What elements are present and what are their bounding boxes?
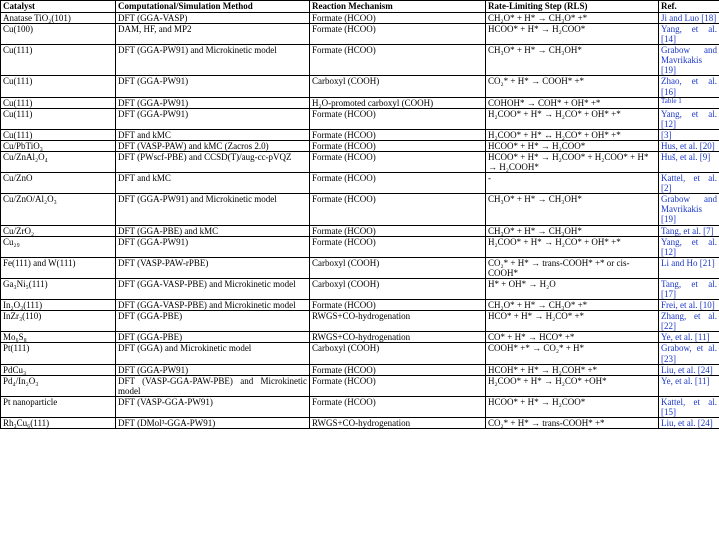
cell-catalyst: Cu(111) (1, 76, 116, 97)
cell-catalyst: Rh₃Cu₆(111) (1, 417, 116, 428)
cell-ref[interactable]: Zhao, et al. [16] (659, 76, 719, 97)
cell-rls: HCOO* + H* → H₂COO* (486, 140, 659, 151)
cell-catalyst: Cu/ZrO₂ (1, 225, 116, 236)
cell-mechanism: RWGS+CO-hydrogenation (310, 332, 486, 343)
cell-ref[interactable]: Grabow and Mavrikakis [19] (659, 194, 719, 225)
cell-catalyst: Cu/PbTiO₃ (1, 140, 116, 151)
cell-method: DFT (PWscf-PBE) and CCSD(T)/aug-cc-pVQZ (116, 152, 310, 173)
cell-mechanism: Formate (HCOO) (310, 173, 486, 194)
cell-mechanism: Formate (HCOO) (310, 13, 486, 24)
cell-method: DFT (VASP-PAW) and kMC (Zacros 2.0) (116, 140, 310, 151)
cell-mechanism: Carboxyl (COOH) (310, 257, 486, 278)
cell-method: DFT and kMC (116, 129, 310, 140)
table-row (1, 332, 719, 343)
table-row (1, 45, 719, 76)
cell-mechanism: Formate (HCOO) (310, 225, 486, 236)
cell-rls: CO₂* + H* → trans-COOH* +* (486, 417, 659, 428)
cell-catalyst: Mo₆S₈ (1, 332, 116, 343)
cell-ref[interactable]: Ye, et al. [11] (659, 375, 719, 396)
cell-rls: CO₂* + H* → trans-COOH* +* or cis-COOH* (486, 257, 659, 278)
cell-catalyst: Cu₂₉ (1, 236, 116, 257)
table-row (1, 13, 719, 24)
cell-catalyst: Pd₄/In₂O₃ (1, 375, 116, 396)
cell-ref[interactable]: Grabow, et al. [23] (659, 343, 719, 364)
cell-ref[interactable]: Li and Ho [21] (659, 257, 719, 278)
cell-mechanism: Formate (HCOO) (310, 129, 486, 140)
cell-mechanism: Formate (HCOO) (310, 152, 486, 173)
table-row (1, 278, 719, 299)
cell-method: DFT (GGA-PW91) (116, 364, 310, 375)
cell-method: DFT (GGA-PW91) (116, 108, 310, 129)
header-catalyst: Catalyst (1, 1, 116, 13)
cell-mechanism: Carboxyl (COOH) (310, 76, 486, 97)
cell-mechanism: Formate (HCOO) (310, 236, 486, 257)
cell-ref[interactable]: Kattel, et al. [2] (659, 173, 719, 194)
table-row (1, 194, 719, 225)
cell-ref[interactable]: Liu, et al. [24] (659, 417, 719, 428)
cell-rls: CO₂* + H* → COOH* +* (486, 76, 659, 97)
cell-rls: COHOH* → COH* + OH* +* (486, 97, 659, 108)
cell-rls: HCO* + H* → H₂CO* +* (486, 311, 659, 332)
header-row (1, 1, 719, 13)
cell-rls: H₂COO* + H* → H₂CO* + OH* +* (486, 236, 659, 257)
cell-method: DFT (GGA-VASP) (116, 13, 310, 24)
cell-catalyst: Cu/ZnO/Al₂O₃ (1, 194, 116, 225)
header-ref: Ref. (659, 1, 719, 13)
cell-ref[interactable]: Ye, et al. [11] (659, 332, 719, 343)
cell-ref[interactable]: Table 1 (659, 97, 719, 108)
cell-catalyst: Cu(111) (1, 45, 116, 76)
cell-catalyst: Pt nanoparticle (1, 396, 116, 417)
table-row (1, 396, 719, 417)
table-row (1, 24, 719, 45)
cell-rls: H* + OH* → H₂O (486, 278, 659, 299)
table-row (1, 257, 719, 278)
cell-mechanism: Formate (HCOO) (310, 194, 486, 225)
cell-rls: CH₃O* + H* → CH₃OH* (486, 45, 659, 76)
cell-mechanism: RWGS+CO-hydrogenation (310, 417, 486, 428)
cell-ref[interactable]: Ji and Luo [18] (659, 13, 719, 24)
cell-ref[interactable]: Zhang, et al. [22] (659, 311, 719, 332)
cell-ref[interactable]: Yang, et al. [14] (659, 24, 719, 45)
header-mechanism: Reaction Mechanism (310, 1, 486, 13)
cell-method: DFT (GGA-PBE) and kMC (116, 225, 310, 236)
cell-mechanism: Formate (HCOO) (310, 375, 486, 396)
cell-rls: HCOO* + H* → H₂COO* (486, 396, 659, 417)
table-row (1, 97, 719, 108)
cell-rls: H₂COO* + H* → H₂CO* +OH* (486, 375, 659, 396)
cell-ref[interactable]: Tang, et al. [17] (659, 278, 719, 299)
cell-method: DFT (VASP-GGA-PAW-PBE) and Microkinetic model (116, 375, 310, 396)
cell-rls: HCOO* + H* → H₂COO* + H₂COO* + H* → H₂COOH* (486, 152, 659, 173)
cell-method: DFT (GGA-PBE) (116, 311, 310, 332)
table-row (1, 236, 719, 257)
cell-rls: CH₃O* + H* → CH₃OH* (486, 225, 659, 236)
table-row (1, 311, 719, 332)
table-row (1, 152, 719, 173)
cell-method: DFT (GGA-VASP-PBE) and Microkinetic model (116, 300, 310, 311)
cell-method: DFT (GGA-PW91) (116, 76, 310, 97)
cell-catalyst: Cu/ZnAl₂O₄ (1, 152, 116, 173)
cell-rls: H₂COO* + H* ↔ H₂CO* + OH* +* (486, 129, 659, 140)
table-row (1, 364, 719, 375)
cell-method: DFT (GGA-PW91) and Microkinetic model (116, 45, 310, 76)
cell-catalyst: Ga₃Ni₅(111) (1, 278, 116, 299)
cell-mechanism: Formate (HCOO) (310, 24, 486, 45)
cell-method: DFT (GGA) and Microkinetic model (116, 343, 310, 364)
cell-method: DFT (DMol³-GGA-PW91) (116, 417, 310, 428)
table-row (1, 173, 719, 194)
cell-catalyst: Pt(111) (1, 343, 116, 364)
cell-mechanism: Formate (HCOO) (310, 108, 486, 129)
cell-ref[interactable]: Frei, et al. [10] (659, 300, 719, 311)
cell-rls: H₂COO* + H* → H₂CO* + OH* +* (486, 108, 659, 129)
table-row (1, 140, 719, 151)
cell-ref[interactable]: Liu, et al. [24] (659, 364, 719, 375)
cell-rls: CH₂O* + H* → CH₃O* +* (486, 300, 659, 311)
cell-rls: CO* + H* → HCO* +* (486, 332, 659, 343)
cell-mechanism: H₂O-promoted carboxyl (COOH) (310, 97, 486, 108)
cell-ref[interactable]: Grabow and Mavrikakis [19] (659, 45, 719, 76)
cell-catalyst: Fe(111) and W(111) (1, 257, 116, 278)
cell-ref[interactable]: Hus, et al. [20] (659, 140, 719, 151)
table-row (1, 76, 719, 97)
cell-rls: HCOH* + H* → H₂COH* +* (486, 364, 659, 375)
cell-mechanism: Carboxyl (COOH) (310, 278, 486, 299)
cell-rls: CH₃O* + H* → CH₃OH* (486, 194, 659, 225)
cell-method: DFT (VASP-PAW-rPBE) (116, 257, 310, 278)
cell-mechanism: Formate (HCOO) (310, 396, 486, 417)
cell-catalyst: Cu(100) (1, 24, 116, 45)
header-rls: Rate-Limiting Step (RLS) (486, 1, 659, 13)
table-body (1, 13, 719, 429)
cell-mechanism: Formate (HCOO) (310, 45, 486, 76)
cell-catalyst: Cu(111) (1, 97, 116, 108)
cell-rls: CH₂O* + H* → CH₃O* +* (486, 13, 659, 24)
table-row (1, 225, 719, 236)
cell-ref[interactable]: [3] (659, 129, 719, 140)
cell-catalyst: Anatase TiO₂(101) (1, 13, 116, 24)
cell-mechanism: Formate (HCOO) (310, 300, 486, 311)
table-row (1, 417, 719, 428)
cell-mechanism: RWGS+CO-hydrogenation (310, 311, 486, 332)
cell-catalyst: Cu(111) (1, 129, 116, 140)
cell-mechanism: Formate (HCOO) (310, 140, 486, 151)
cell-rls: COOH* +* → CO₂* + H* (486, 343, 659, 364)
cell-catalyst: InZr₃(110) (1, 311, 116, 332)
cell-mechanism: Formate (HCOO) (310, 364, 486, 375)
cell-rls: - (486, 173, 659, 194)
cell-method: DFT and kMC (116, 173, 310, 194)
cell-rls: HCOO* + H* → H₂COO* (486, 24, 659, 45)
table-row (1, 300, 719, 311)
cell-ref[interactable]: Tang, et al. [7] (659, 225, 719, 236)
header-method: Computational/Simulation Method (116, 1, 310, 13)
cell-ref[interactable]: Huš, et al. [9] (659, 152, 719, 173)
cell-method: DFT (GGA-VASP-PBE) and Microkinetic model (116, 278, 310, 299)
cell-catalyst: PdCu₃ (1, 364, 116, 375)
cell-method: DAM, HF, and MP2 (116, 24, 310, 45)
table-row (1, 129, 719, 140)
cell-mechanism: Carboxyl (COOH) (310, 343, 486, 364)
cell-catalyst: Cu(111) (1, 108, 116, 129)
cell-method: DFT (GGA-PW91) and Microkinetic model (116, 194, 310, 225)
cell-method: DFT (GGA-PBE) (116, 332, 310, 343)
table-row (1, 343, 719, 364)
cell-method: DFT (VASP-GGA-PW91) (116, 396, 310, 417)
cell-method: DFT (GGA-PW91) (116, 97, 310, 108)
cell-ref[interactable]: Yang, et al. [12] (659, 236, 719, 257)
table-row (1, 375, 719, 396)
cell-catalyst: In₂O₃(111) (1, 300, 116, 311)
table-row (1, 108, 719, 129)
cell-catalyst: Cu/ZnO (1, 173, 116, 194)
cell-ref[interactable]: Kattel, et al. [15] (659, 396, 719, 417)
cell-ref[interactable]: Yang, et al. [12] (659, 108, 719, 129)
cell-method: DFT (GGA-PW91) (116, 236, 310, 257)
